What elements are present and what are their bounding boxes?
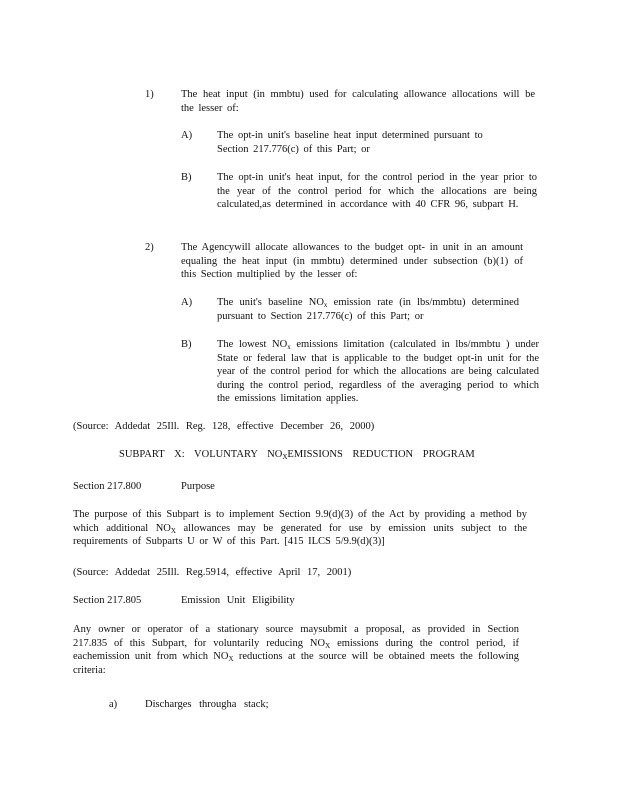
source-note-2: (Source: Addedat 25Ill. Reg.5914, effective April 17, 2001): [73, 567, 352, 578]
item-1-number: 1): [145, 89, 154, 100]
item-2a-label: A): [181, 297, 193, 308]
item-2b-text: The lowest $NO_x$ emissions limitation (calculated in lbs/mmbtu ) under State or federal law that is applicable to the budget opt-in unit for the year of the control period for which the allocations are being calculated during the control period, regardless of the averaging period to which the emissions limitation applies.: [217, 339, 540, 405]
section-800-number: Section 217.800: [73, 481, 142, 492]
item-2a-text: The unit's baseline $NO_x$ emission rate (in lbs/mmbtu) determined pursuant to Section 217.776(c) of this Part; or: [217, 297, 519, 322]
item-1b-label: B): [181, 172, 192, 183]
subpart-heading: SUBPART X: VOLUNTARY $NO_XEMISSIONS$ REDUCTION PROGRAM: [119, 449, 475, 461]
section-800-body: The purpose of this Subpart is to implement Section 9.9(d)(3) of the Act by providing a method by which additional $NO_X$ allowances may be generated for use by emission units subject to the requirements of Subparts U or W of this Part. [415 ILCS 5/9.9(d)(3)]: [73, 509, 527, 548]
item-2b-label: B): [181, 339, 192, 350]
source-note-1: (Source: Addedat 25Ill. Reg. 128, effective December 26, 2000): [73, 421, 375, 432]
section-805-a-label: a): [109, 699, 118, 710]
item-2-number: 2): [145, 242, 154, 253]
section-805-title: Emission Unit Eligibility: [181, 595, 295, 606]
item-2-text: The Agencywill allocate allowances to the budget opt- in unit in an amount equaling the heat input (in mmbtu) determined under subsection (b)(1) of this Section multiplied by the lesser of:: [181, 242, 523, 281]
section-805-a-text: Discharges througha stack;: [145, 699, 269, 710]
section-805-body: Any owner or operator of a stationary source maysubmit a proposal, as provided in Section 217.835 of this Subpart, for voluntarily reducing $NO_X$ emissions during the control period, if eachemission unit from which $NO_X$ reductions at the source will be obtained meets the following criteria:: [73, 624, 520, 676]
item-1a-text: The opt-in unit's baseline heat input determined pursuant to Section 217.776(c) of this Part; or: [217, 130, 483, 155]
item-1a-label: A): [181, 130, 193, 141]
section-805-number: Section 217.805: [73, 595, 142, 606]
section-800-title: Purpose: [181, 481, 215, 492]
item-1b-text: The opt-in unit's heat input, for the control period in the year prior to the year of the control period for which the allocations are being calculated,as determined in accordance with 40 CFR 96, subpart H.: [217, 172, 537, 211]
item-1-text: The heat input (in mmbtu) used for calculating allowance allocations will be the lesser of:: [181, 89, 535, 114]
